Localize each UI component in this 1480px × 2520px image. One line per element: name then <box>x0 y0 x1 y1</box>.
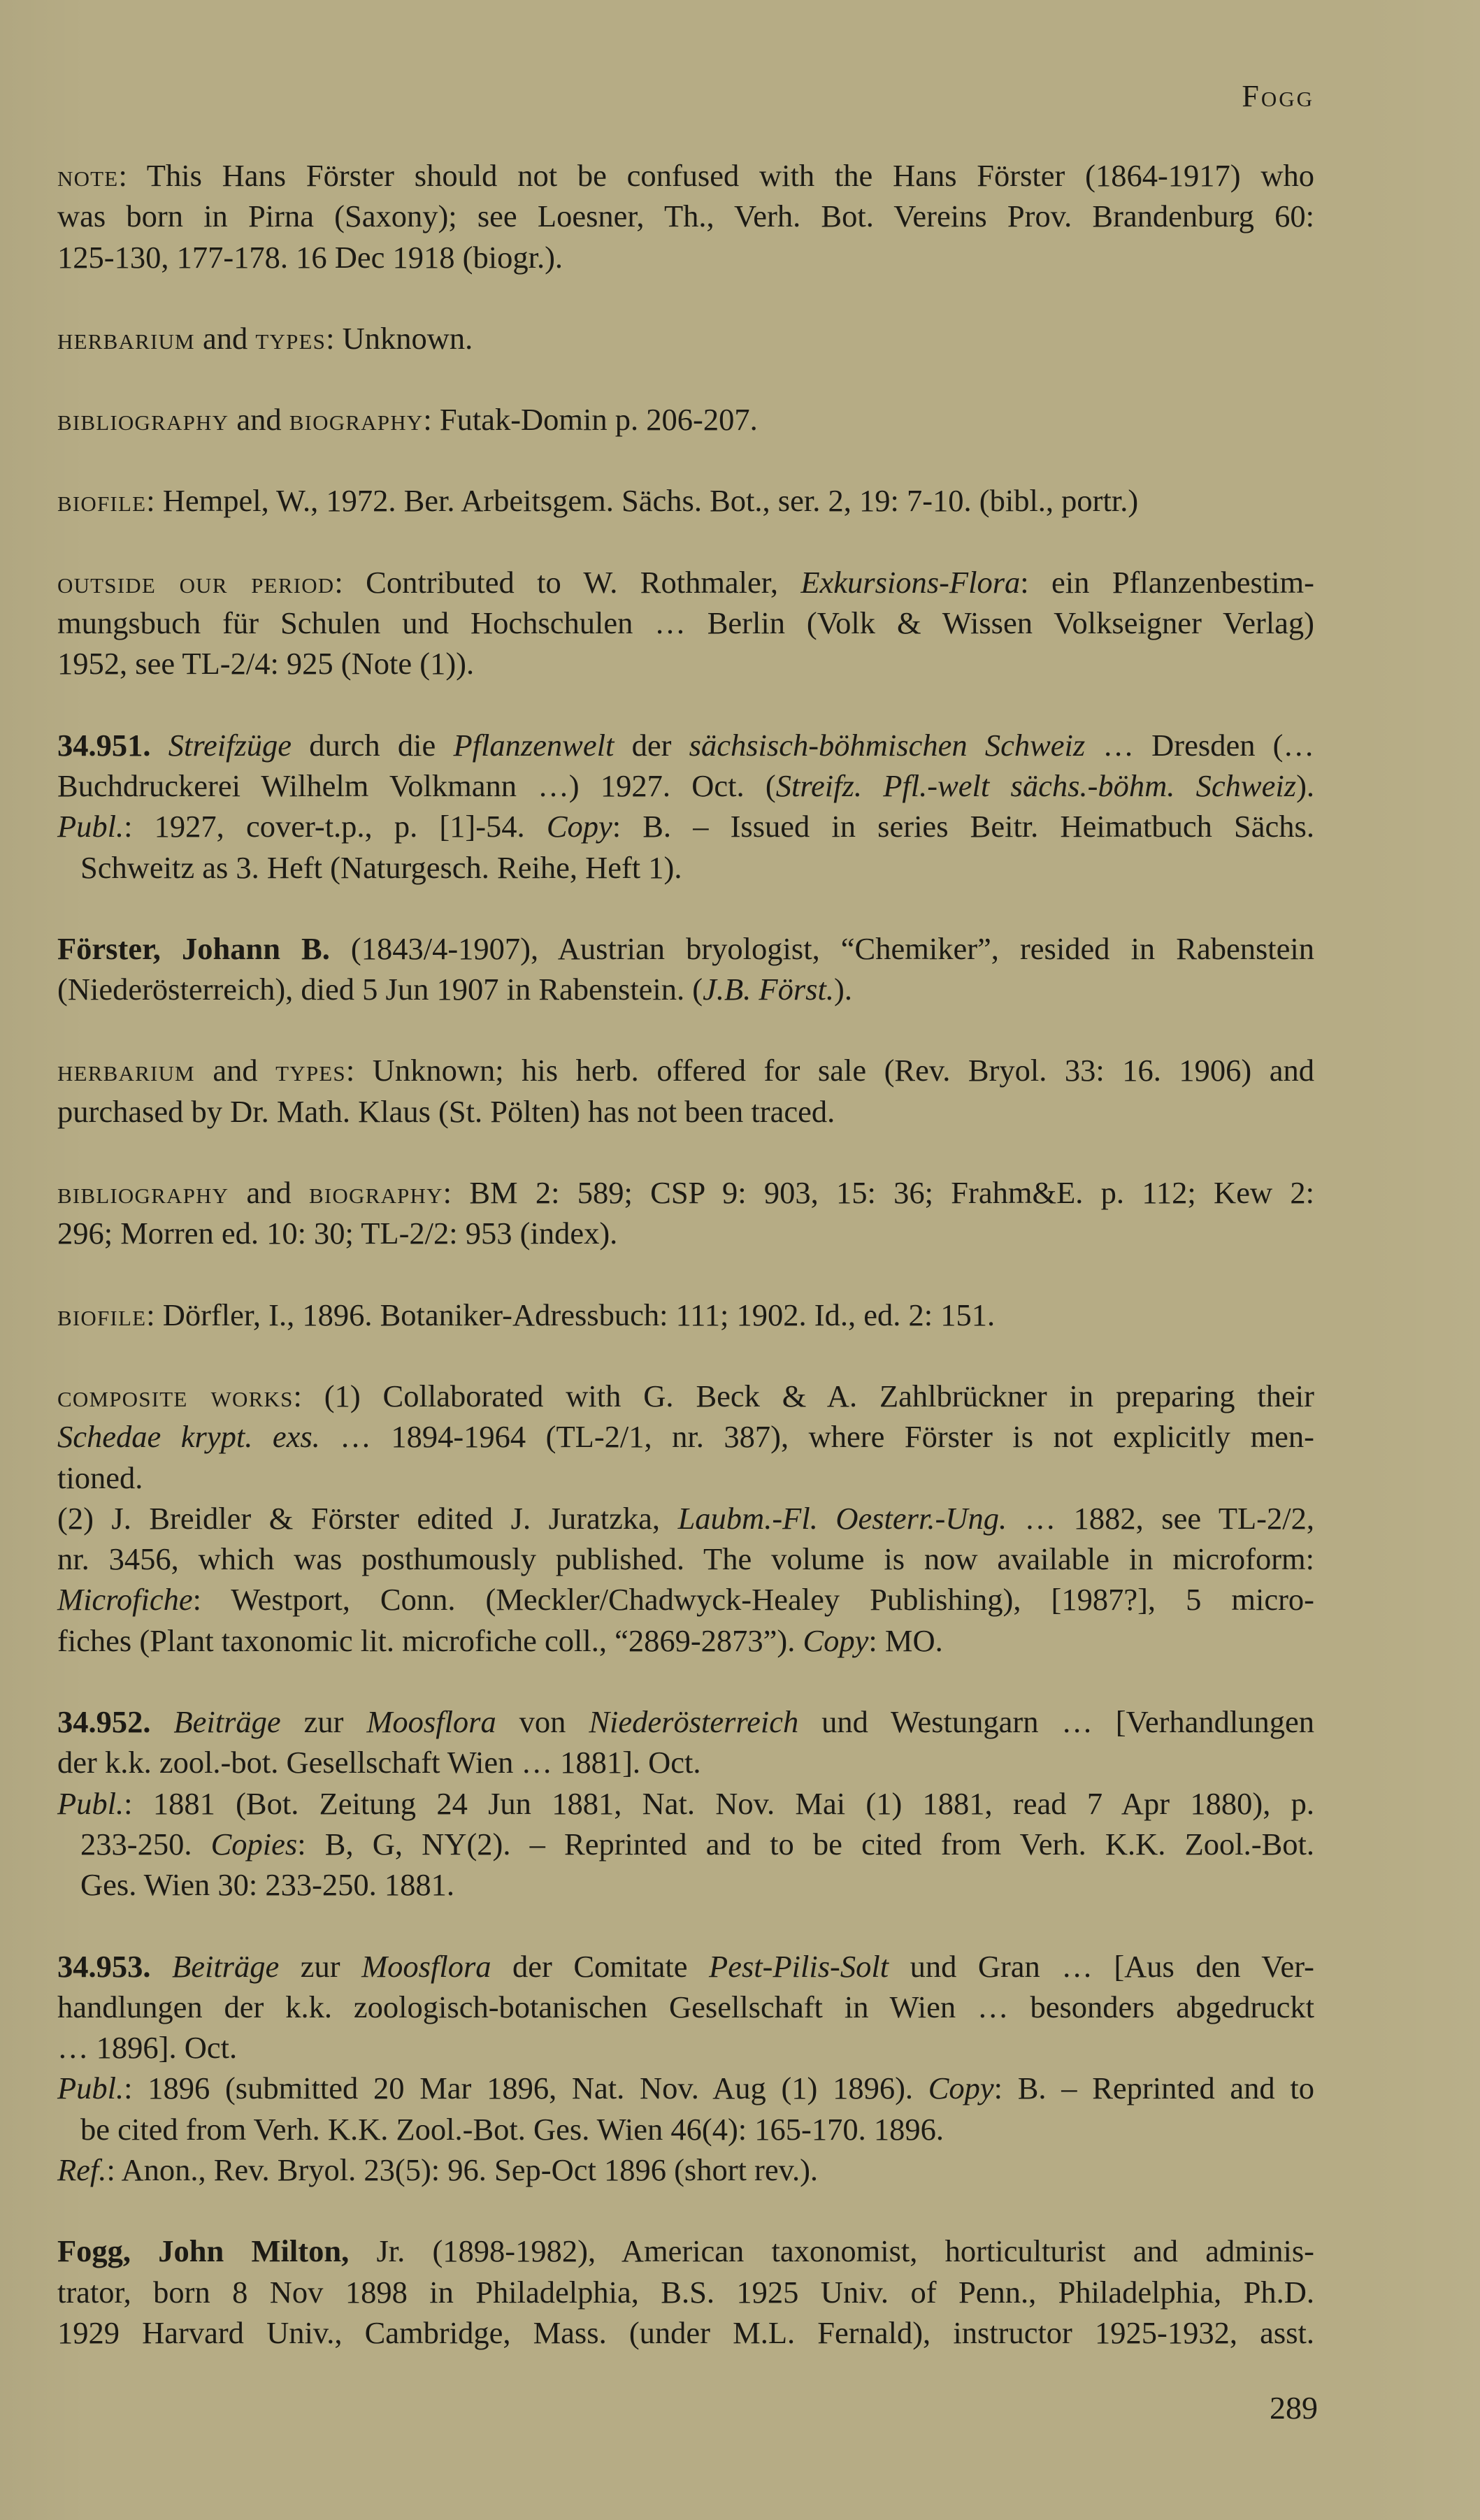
section-label: bibliography <box>57 402 229 438</box>
text-run: (Niederösterreich), died 5 Jun 1907 in Rabenstein. ( <box>57 972 703 1007</box>
name-heading: Fogg, John Milton, <box>57 2233 350 2269</box>
text-line <box>57 1783 1314 1824</box>
text-run: : Hempel, W., 1972. Ber. Arbeitsgem. Sächs. Bot., ser. 2, 19: 7-10. (bibl., portr.) <box>146 483 1139 519</box>
section-label: note <box>57 158 119 193</box>
text-run: : Anon., Rev. Bryol. 23(5): 96. Sep-Oct 1896 (short rev.). <box>106 2152 819 2187</box>
text-run: : Futak-Domin p. 206-207. <box>423 402 758 438</box>
text-run: 1952, see TL-2/4: 925 (Note (1)). <box>57 646 475 682</box>
text-run: and <box>194 1053 276 1088</box>
text-line <box>57 1416 1314 1457</box>
text-run: zur <box>279 1948 362 1984</box>
text-run: : MO. <box>868 1622 943 1658</box>
text-run: : This Hans Förster should not be confused with the Hans Förster (1864-1917) who <box>118 158 1314 193</box>
text-line <box>57 1498 1314 1539</box>
text-run: durch die <box>292 727 454 763</box>
text-run: : 1881 (Bot. Zeitung 24 Jun 1881, Nat. Nov. Mai (1) 1881, read 7 Apr 1880), p. <box>124 1785 1314 1821</box>
paragraph-composite-works <box>57 1376 1314 1661</box>
text-run: : Unknown; his herb. offered for sale (Rev. Bryol. 33: 16. 1906) and <box>345 1053 1314 1088</box>
section-label: herbarium <box>57 1053 195 1088</box>
text-line <box>57 1295 1314 1335</box>
italic-text: Ref. <box>57 2152 107 2187</box>
italic-text: Publ. <box>57 2071 124 2106</box>
text-line <box>57 1091 1314 1132</box>
italic-text: Laubm.-Fl. Oesterr.-Ung. <box>677 1500 1007 1536</box>
text-line <box>57 765 1314 806</box>
text-line <box>57 2109 1314 2150</box>
text-run: Ges. Wien 30: 233-250. 1881. <box>80 1867 455 1903</box>
text-line <box>57 480 1314 521</box>
text-line <box>57 725 1314 765</box>
paragraph-fogg-john-milton-heading <box>57 2231 1314 2353</box>
paragraph-herbarium-types-hans <box>57 318 1314 359</box>
text-run: der k.k. zool.-bot. Gesellschaft Wien … 1881]. Oct. <box>57 1745 701 1780</box>
text-run: … Dresden (… <box>1085 727 1314 763</box>
section-label: biography <box>309 1175 443 1211</box>
text-run: und Gran … [Aus den Ver- <box>889 1948 1315 1984</box>
section-label: composite works <box>57 1378 294 1413</box>
text-run: and <box>229 1175 310 1211</box>
text-run: der <box>614 727 689 763</box>
italic-text: Exkursions-Flora <box>800 564 1021 600</box>
text-run: trator, born 8 Nov 1898 in Philadelphia, B.S. 1925 Univ. of Penn., Philadelphia, Ph.D. <box>57 2274 1314 2310</box>
running-head: Fogg <box>1242 79 1314 113</box>
text-run: : Dörfler, I., 1896. Botaniker-Adressbuch: 111; 1902. Id., ed. 2: 151. <box>146 1297 996 1332</box>
text-line <box>57 1539 1314 1579</box>
text-line <box>57 603 1314 643</box>
text-line <box>57 1824 1314 1864</box>
text-line <box>57 399 1314 440</box>
entry-number: 34.952. <box>57 1704 151 1740</box>
entry-number: 34.953. <box>57 1948 151 1984</box>
text-run: der Comitate <box>491 1948 710 1984</box>
text-line <box>57 1579 1314 1620</box>
text-run <box>151 728 168 763</box>
text-run: tioned. <box>57 1460 143 1495</box>
text-line <box>57 1213 1314 1253</box>
text-run: (2) J. Breidler & Förster edited J. Juratzka, <box>57 1500 678 1536</box>
text-run <box>151 1949 173 1984</box>
section-label: biofile <box>57 1297 147 1332</box>
text-line <box>57 1987 1314 2027</box>
section-label: outside our period <box>57 564 335 600</box>
section-label: bibliography <box>57 1175 229 1211</box>
text-run: : (1) Collaborated with G. Beck & A. Zahlbrückner in preparing their <box>293 1378 1314 1413</box>
italic-text: Copies <box>210 1826 298 1862</box>
text-line <box>57 969 1314 1009</box>
text-run: handlungen der k.k. zoologisch-botanischen Gesellschaft in Wien … besonders abgedruckt <box>57 1989 1314 2024</box>
text-run: fiches (Plant taxonomic lit. microfiche coll., “2869-2873”). <box>57 1622 803 1658</box>
text-line <box>57 2068 1314 2108</box>
text-line <box>57 2231 1314 2271</box>
section-label: types <box>275 1053 346 1088</box>
text-line <box>57 155 1314 196</box>
text-run: : B. – Issued in series Beitr. Heimatbuch Sächs. <box>612 809 1314 844</box>
italic-text: Moosflora <box>361 1948 491 1984</box>
text-run: : 1927, cover-t.p., p. [1]-54. <box>124 809 547 844</box>
text-line <box>57 1620 1314 1661</box>
text-line <box>57 1864 1314 1905</box>
text-run: and <box>229 402 289 438</box>
text-run: : Unknown. <box>326 320 473 356</box>
text-line <box>57 2312 1314 2353</box>
text-run: 296; Morren ed. 10: 30; TL-2/2: 953 (index). <box>57 1216 618 1251</box>
text-line <box>57 806 1314 847</box>
text-line <box>57 2150 1314 2190</box>
text-line <box>57 562 1314 603</box>
text-run: nr. 3456, which was posthumously published. The volume is now available in microform: <box>57 1541 1314 1577</box>
text-line <box>57 847 1314 888</box>
italic-text: Publ. <box>57 809 124 844</box>
text-line <box>57 1172 1314 1213</box>
text-line <box>57 2027 1314 2068</box>
italic-text: Copy <box>546 809 612 844</box>
paragraph-note-hans-forster <box>57 155 1314 278</box>
text-line <box>57 1376 1314 1416</box>
paragraph-entry-34-951 <box>57 725 1314 888</box>
text-column <box>57 155 1314 2353</box>
text-run: : Westport, Conn. (Meckler/Chadwyck-Healey Publishing), [1987?], 5 micro- <box>192 1582 1314 1618</box>
italic-text: sächsisch-böhmischen Schweiz <box>689 727 1086 763</box>
paragraph-biofile-johann <box>57 1295 1314 1335</box>
text-run: was born in Pirna (Saxony); see Loesner, Th., Verh. Bot. Vereins Prov. Brandenburg 60: <box>57 199 1314 234</box>
name-heading: Förster, Johann B. <box>57 930 330 966</box>
italic-text: Pflanzenwelt <box>453 727 615 763</box>
page-number: 289 <box>1270 2390 1318 2426</box>
paragraph-bibliography-biography-johann <box>57 1172 1314 1254</box>
text-run: : ein Pflanzenbestim- <box>1020 564 1314 600</box>
italic-text: Streifzüge <box>168 727 292 763</box>
text-run: … 1882, see TL-2/2, <box>1007 1500 1314 1536</box>
text-run: ). <box>1296 768 1315 803</box>
italic-text: Niederösterreich <box>589 1704 799 1740</box>
italic-text: Pest-Pilis-Solt <box>709 1948 889 1984</box>
text-line <box>57 928 1314 969</box>
text-run: 125-130, 177-178. 16 Dec 1918 (biogr.). <box>57 239 563 275</box>
italic-text: Copy <box>803 1622 869 1658</box>
text-run: … 1894-1964 (TL-2/1, nr. 387), where Förster is not explicitly men- <box>319 1419 1314 1455</box>
italic-text: Publ. <box>57 1785 124 1821</box>
text-line <box>57 1457 1314 1498</box>
text-line <box>57 2272 1314 2312</box>
text-line <box>57 318 1314 359</box>
text-run: : BM 2: 589; CSP 9: 903, 15: 36; Frahm&E. p. 112; Kew 2: <box>443 1175 1314 1211</box>
italic-text: J.B. Först. <box>703 972 834 1007</box>
italic-text: Streifz. Pfl.-welt sächs.-böhm. Schweiz <box>775 768 1297 803</box>
text-run: von <box>496 1704 589 1740</box>
text-run: be cited from Verh. K.K. Zool.-Bot. Ges. Wien 46(4): 165-170. 1896. <box>80 2111 944 2147</box>
text-run: 1929 Harvard Univ., Cambridge, Mass. (under M.L. Fernald), instructor 1925-1932, asst. <box>57 2314 1314 2350</box>
text-run: … 1896]. Oct. <box>57 2030 238 2066</box>
text-run: ). <box>834 972 852 1007</box>
section-label: types <box>255 320 326 356</box>
italic-text: Moosflora <box>366 1704 496 1740</box>
text-run: mungsbuch für Schulen und Hochschulen … Berlin (Volk & Wissen Volkseigner Verlag) <box>57 605 1314 641</box>
italic-text: Microfiche <box>57 1582 193 1618</box>
text-run: Schweitz as 3. Heft (Naturgesch. Reihe, Heft 1). <box>80 849 682 885</box>
section-label: biofile <box>57 483 147 519</box>
italic-text: Beiträge <box>172 1948 280 1984</box>
italic-text: Schedae krypt. exs. <box>57 1419 320 1455</box>
text-line <box>57 1742 1314 1783</box>
text-run: : B. – Reprinted and to <box>993 2071 1314 2106</box>
text-run: Buchdruckerei Wilhelm Volkmann …) 1927. Oct. ( <box>57 768 776 803</box>
paragraph-herbarium-types-johann <box>57 1050 1314 1132</box>
text-run: : Contributed to W. Rothmaler, <box>334 564 801 600</box>
text-run: purchased by Dr. Math. Klaus (St. Pölten) has not been traced. <box>57 1093 835 1129</box>
text-line <box>57 1701 1314 1742</box>
text-run: (1843/4-1907), Austrian bryologist, “Chemiker”, resided in Rabenstein <box>329 930 1314 966</box>
text-run: und Westungarn … [Verhandlungen <box>798 1704 1315 1740</box>
text-line <box>57 1050 1314 1090</box>
text-run: : 1896 (submitted 20 Mar 1896, Nat. Nov. Aug (1) 1896). <box>124 2071 928 2106</box>
paragraph-outside-our-period <box>57 562 1314 684</box>
paragraph-bibliography-biography-hans <box>57 399 1314 440</box>
text-run: and <box>194 320 256 356</box>
paragraph-forster-johann-heading <box>57 928 1314 1010</box>
italic-text: Copy <box>928 2071 994 2106</box>
section-label: herbarium <box>57 320 195 356</box>
paragraph-biofile-hans <box>57 480 1314 521</box>
text-run: : B, G, NY(2). – Reprinted and to be cited from Verh. K.K. Zool.-Bot. <box>297 1826 1314 1862</box>
text-line <box>57 1946 1314 1987</box>
paragraph-entry-34-952 <box>57 1701 1314 1905</box>
text-line <box>57 643 1314 684</box>
text-line <box>57 196 1314 236</box>
text-run <box>151 1704 174 1739</box>
text-line <box>57 237 1314 278</box>
text-run: zur <box>280 1704 367 1740</box>
text-run: Jr. (1898-1982), American taxonomist, horticulturist and adminis- <box>349 2233 1314 2269</box>
paragraph-entry-34-953 <box>57 1946 1314 2191</box>
text-run: 233-250. <box>80 1826 211 1862</box>
section-label: biography <box>289 402 424 438</box>
italic-text: Beiträge <box>173 1704 281 1740</box>
entry-number: 34.951. <box>57 727 151 763</box>
